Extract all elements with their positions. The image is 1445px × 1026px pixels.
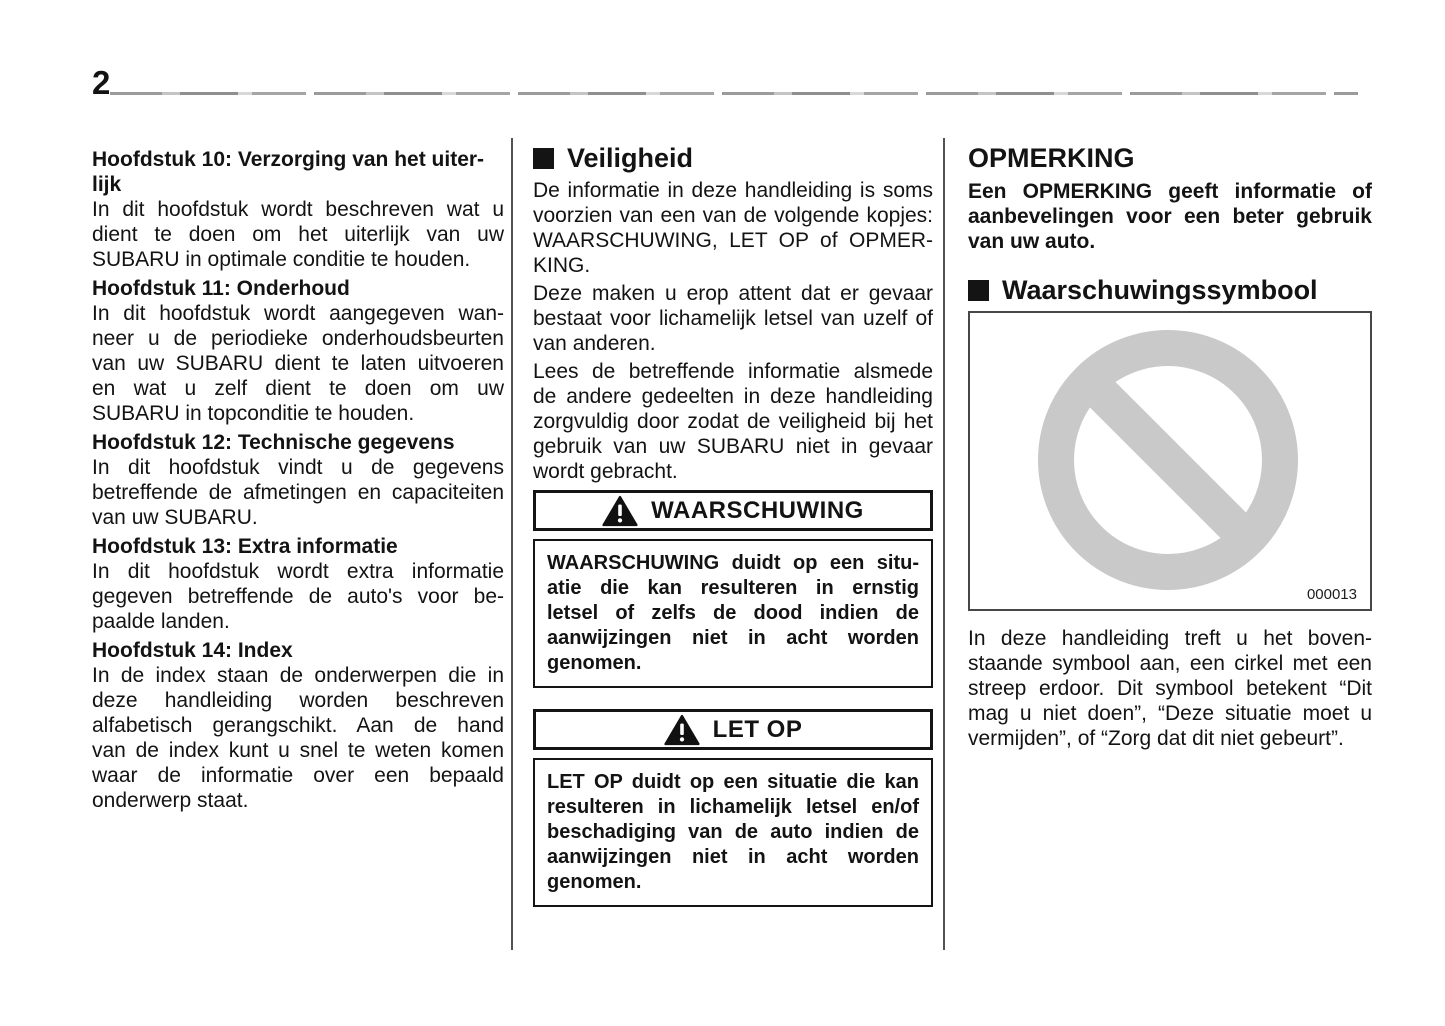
text-line: zorgvuldig door zodat de veiligheid bij het xyxy=(533,410,933,433)
text-line: genomen. xyxy=(547,871,642,893)
text-line: Een OPMERKING geeft informatie of xyxy=(968,180,1372,203)
text-line: beschadiging van de auto indien de xyxy=(547,821,919,843)
chapter-heading xyxy=(92,638,504,663)
text-line: LET OP duidt op een situatie die kan xyxy=(547,771,919,793)
chapter-paragraph xyxy=(92,301,504,426)
text-line: KING. xyxy=(533,254,591,277)
text-line: Deze maken u erop attent dat er gevaar xyxy=(533,282,933,305)
prohibition-sign-icon xyxy=(970,313,1370,609)
black-square-bullet-icon xyxy=(968,280,989,301)
section-header-veiligheid xyxy=(533,143,933,174)
text-line: deze handleiding worden beschreven xyxy=(92,689,504,712)
warning-title: WAARSCHUWING xyxy=(651,497,864,524)
text-line: staande symbool aan, een cirkel met een xyxy=(968,652,1372,675)
text-line: streep erdoor. Dit symbool betekent “Dit xyxy=(968,677,1372,700)
text-line: gebruik van uw SUBARU niet in gevaar xyxy=(533,435,933,458)
text-line: paalde landen. xyxy=(92,610,230,633)
text-line: mag u niet doen”, “Deze situatie moet u xyxy=(968,702,1372,725)
section-title: Veiligheid xyxy=(567,143,694,173)
safety-paragraph xyxy=(533,281,933,356)
caution-header-box xyxy=(533,709,933,750)
note-paragraph xyxy=(968,179,1372,254)
warning-triangle-icon xyxy=(664,714,700,746)
top-rule xyxy=(110,92,1358,95)
text-line: Hoofdstuk 12: Technische gegevens xyxy=(92,431,455,454)
column-divider-right xyxy=(943,138,945,950)
caution-title: LET OP xyxy=(712,716,803,743)
text-line: wordt gebracht. xyxy=(533,460,678,483)
text-line: voorzien van een van de volgende kopjes: xyxy=(533,204,933,227)
chapter-paragraph xyxy=(92,455,504,530)
symbol-explanation-paragraph xyxy=(968,626,1372,751)
text-line: bestaat voor lichamelijk letsel van uzelf of xyxy=(533,307,933,330)
warning-triangle-icon xyxy=(602,495,638,527)
chapter-paragraph xyxy=(92,663,504,813)
text-line: In dit hoofdstuk wordt beschreven wat u xyxy=(92,198,504,221)
text-line: van de index kunt u snel te weten komen xyxy=(92,739,504,762)
text-line: vermijden”, of “Zorg dat dit niet gebeurt”. xyxy=(968,727,1344,750)
text-line: WAARSCHUWING duidt op een situ- xyxy=(547,552,919,574)
warning-header-box xyxy=(533,490,933,531)
chapter-heading xyxy=(92,534,504,559)
text-line: genomen. xyxy=(547,652,642,674)
text-line: In deze handleiding treft u het boven- xyxy=(968,627,1372,650)
chapter-heading xyxy=(92,430,504,455)
page-number: 2 xyxy=(92,64,111,101)
text-line: aanwijzingen niet in acht worden xyxy=(547,846,919,868)
text-line: In dit hoofdstuk vindt u de gegevens xyxy=(92,456,504,479)
text-line: van uw auto. xyxy=(968,230,1096,253)
text-line: van anderen. xyxy=(533,332,656,355)
column-safety xyxy=(533,143,933,907)
text-line: onderwerp staat. xyxy=(92,789,249,812)
text-line: en wat u zelf dient te doen om uw xyxy=(92,377,504,400)
chapter-heading xyxy=(92,276,504,301)
chapter-paragraph xyxy=(92,197,504,272)
text-line: letsel of zelfs de dood indien de xyxy=(547,602,919,624)
text-line: van uw SUBARU dient te laten uitvoeren xyxy=(92,352,504,375)
chapter-paragraph xyxy=(92,559,504,634)
text-line: atie die kan resulteren in ernstig xyxy=(547,577,919,599)
safety-paragraph xyxy=(533,359,933,484)
figure-code: 000013 xyxy=(1306,586,1357,603)
text-line: dient te doen om het uiterlijk van uw xyxy=(92,223,504,246)
text-line: aanwijzingen niet in acht worden xyxy=(547,627,919,649)
safety-paragraph xyxy=(533,178,933,278)
text-line: SUBARU in topconditie te houden. xyxy=(92,402,415,425)
column-chapters xyxy=(92,143,504,813)
text-line: In dit hoofdstuk wordt extra informatie xyxy=(92,560,504,583)
section-title: Waarschuwingssymbool xyxy=(1002,275,1318,305)
text-line: Lees de betreffende informatie alsmede xyxy=(533,360,933,383)
text-line: lijk xyxy=(92,173,122,196)
text-line: Hoofdstuk 13: Extra informatie xyxy=(92,535,398,558)
text-line: van uw SUBARU. xyxy=(92,506,258,529)
black-square-bullet-icon xyxy=(533,148,554,169)
section-header-waarschuwingssymbool xyxy=(968,275,1372,306)
text-line: gegeven betreffende de auto's voor be- xyxy=(92,585,504,608)
text-line: Hoofdstuk 11: Onderhoud xyxy=(92,277,350,300)
text-line: Hoofdstuk 10: Verzorging van het uiter- xyxy=(92,148,485,171)
text-line: aanbevelingen voor een beter gebruik xyxy=(968,205,1372,228)
text-line: In de index staan de onderwerpen die in xyxy=(92,664,504,687)
text-line: waar de informatie over een bepaald xyxy=(92,764,504,787)
text-line: De informatie in deze handleiding is soms xyxy=(533,179,933,202)
note-title: OPMERKING xyxy=(968,143,1135,173)
text-line: In dit hoofdstuk wordt aangegeven wan- xyxy=(92,302,504,325)
caution-body-box xyxy=(533,758,933,907)
text-line: neer u de periodieke onderhoudsbeurten xyxy=(92,327,504,350)
text-line: WAARSCHUWING, LET OP of OPMER- xyxy=(533,229,933,252)
text-line: Hoofdstuk 14: Index xyxy=(92,639,293,662)
chapter-heading xyxy=(92,147,504,197)
column-note-symbol xyxy=(968,143,1372,754)
column-divider-left xyxy=(511,138,513,950)
text-line: de andere gedeelten in deze handleiding xyxy=(533,385,933,408)
warning-body-box xyxy=(533,539,933,688)
text-line: betreffende de afmetingen en capaciteiten xyxy=(92,481,504,504)
text-line: alfabetisch gerangschikt. Aan de hand xyxy=(92,714,504,737)
text-line: resulteren in lichamelijk letsel en/of xyxy=(547,796,919,818)
warning-symbol-figure xyxy=(968,311,1372,611)
text-line: SUBARU in optimale conditie te houden. xyxy=(92,248,471,271)
